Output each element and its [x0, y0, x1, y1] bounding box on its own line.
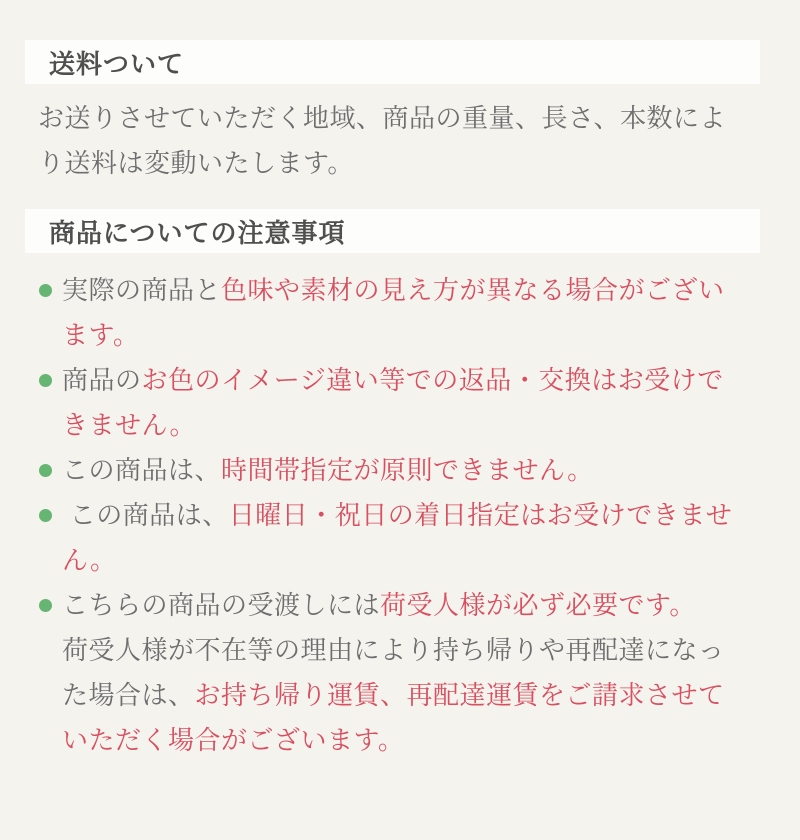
note-text-red: 日曜日・祝日の着日指定はお受けできません。 [62, 500, 733, 575]
note-text-red: 時間帯指定が原則できません。 [221, 455, 594, 485]
bullet-icon [39, 464, 52, 477]
note-text [62, 358, 742, 448]
notes-list [39, 268, 800, 763]
note-text [62, 268, 742, 358]
note-text-red: 色味や素材の見え方が異なる場合がございます。 [62, 275, 725, 350]
shipping-section-heading [25, 40, 760, 84]
note-text-red: お色のイメージ違い等での返品・交換はお受けできません。 [62, 365, 724, 440]
note-item-recipient-required [39, 583, 800, 763]
note-text-red: お持ち帰り運賃、再配達運賃をご請求させていただく場合がございます。 [62, 680, 725, 755]
note-text-gray: 商品の [62, 365, 142, 395]
note-text [62, 583, 742, 763]
note-item-color-difference [39, 268, 800, 358]
note-text-gray: 実際の商品と [62, 275, 222, 305]
note-item-no-holiday-delivery [39, 493, 800, 583]
note-text-gray: この商品は、 [62, 500, 229, 530]
shipping-description: お送りさせていただく地域、商品の重量、長さ、本数により送料は変動いたします。 [38, 103, 726, 178]
note-text-red: 荷受人様が必ず必要です。 [380, 590, 696, 620]
note-item-no-time-slot [39, 448, 800, 493]
bullet-icon [39, 509, 52, 522]
note-text-gray: この商品は、 [62, 455, 222, 485]
notes-section-heading-label: 商品についての注意事項 [49, 217, 346, 248]
note-item-no-returns [39, 358, 800, 448]
note-text-gray: 荷受人様が不在等の理由により持ち帰りや再配達になった場合は、 [62, 635, 725, 710]
bullet-icon [39, 374, 52, 387]
notes-section-heading [25, 209, 760, 253]
note-text-gray: こちらの商品の受渡しには [62, 590, 381, 620]
note-text [62, 493, 742, 583]
bullet-icon [39, 284, 52, 297]
shipping-section-heading-label: 送料ついて [49, 48, 185, 79]
note-text [62, 448, 742, 493]
bullet-icon [39, 599, 52, 612]
